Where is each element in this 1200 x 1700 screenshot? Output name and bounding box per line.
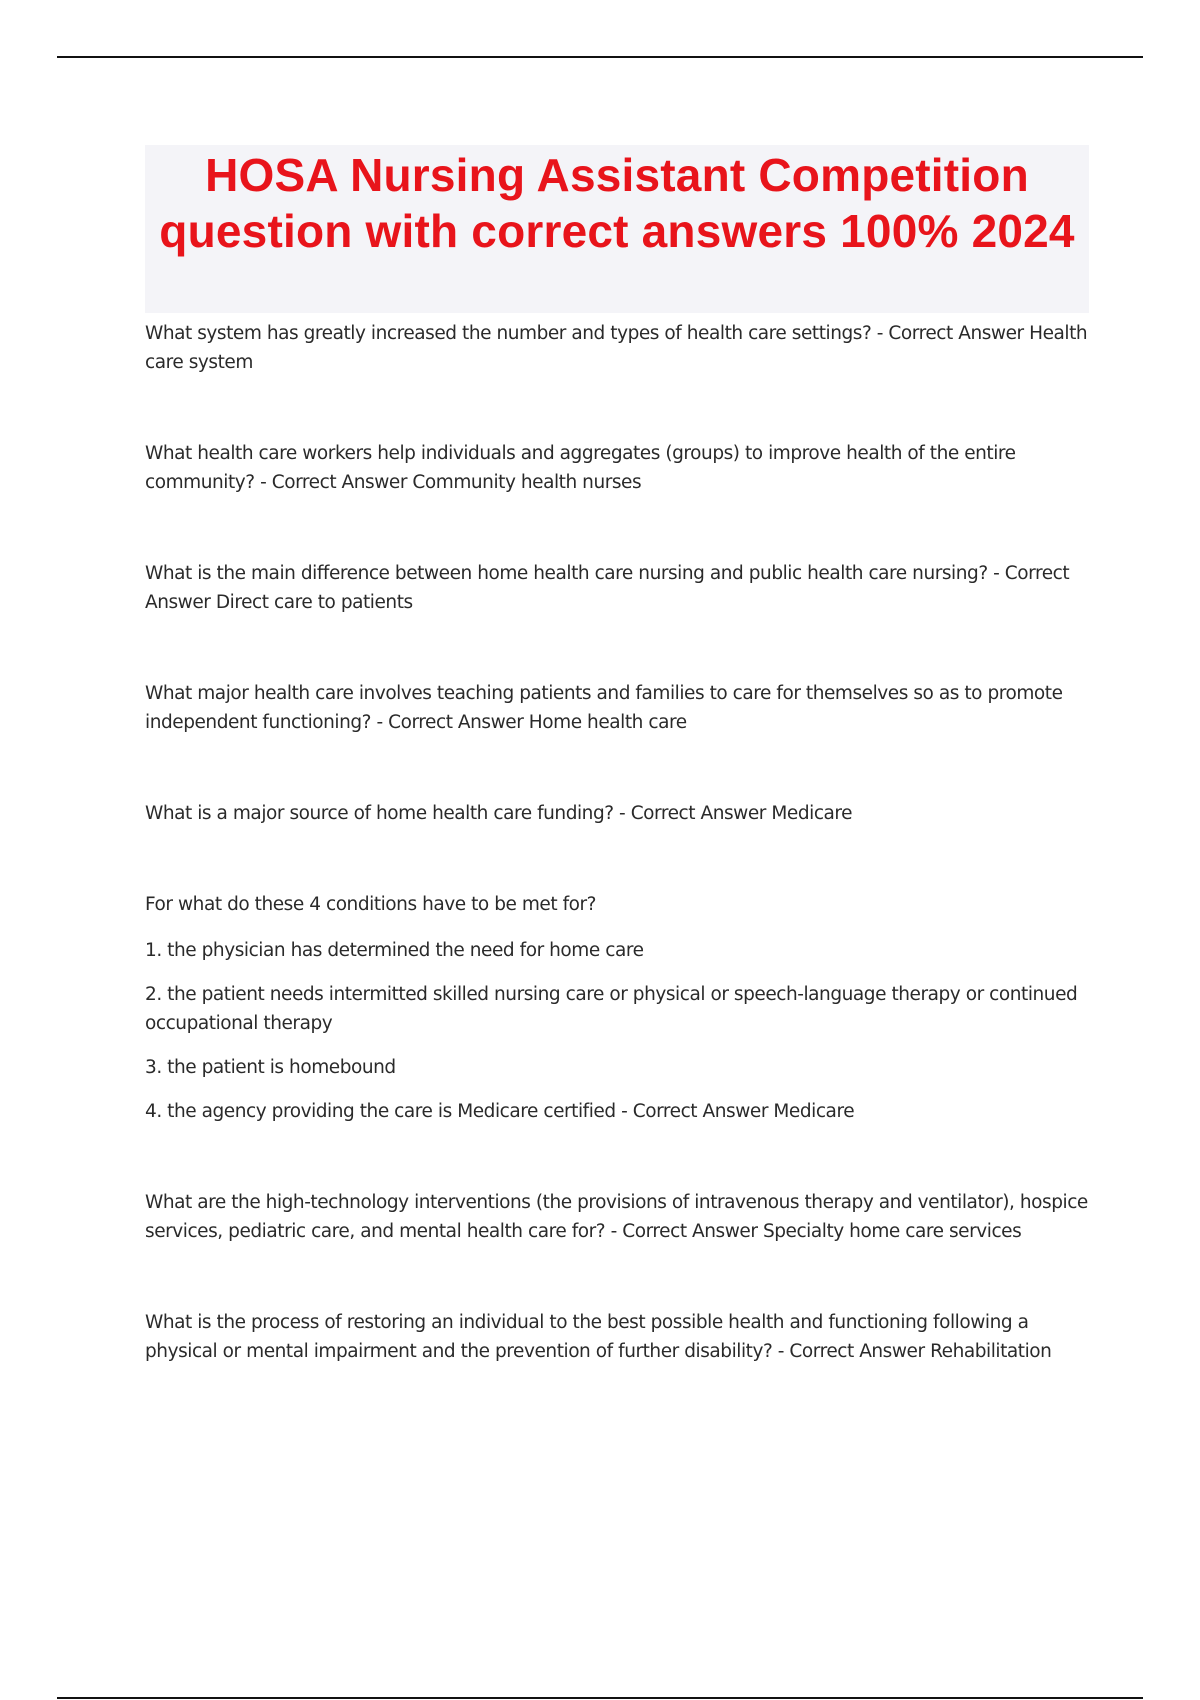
answer-text: Health care system [145, 323, 1088, 373]
qa-item [145, 1308, 1089, 1366]
answer-text: Direct care to patients [215, 592, 413, 613]
header-rule [57, 56, 1143, 58]
answer-separator: - Correct Answer [371, 712, 529, 733]
document-title: HOSA Nursing Assistant Competition question with correct answers 100% 2024 [159, 149, 1075, 257]
answer-separator: - Correct Answer [615, 1101, 774, 1122]
qa-item [145, 559, 1089, 617]
question-text: What system has greatly increased the number and types of health care settings? [145, 323, 872, 344]
question-text: What is the process of restoring an individual to the best possible health and functioning following a physical or mental impairment and the prevention of further disability? [145, 1312, 1029, 1362]
answer-text: Medicare [773, 1101, 855, 1122]
qa-text [145, 559, 1089, 617]
qa-text [145, 1188, 1089, 1246]
qa-text [145, 319, 1089, 377]
answer-text: Medicare [771, 803, 853, 824]
qa-text [145, 439, 1089, 497]
question-text: What is the main difference between home health care nursing and public health care nursing? [145, 563, 988, 584]
question-text: What is a major source of home health care funding? [145, 803, 614, 824]
qa-text [145, 679, 1089, 737]
answer-separator: - Correct Answer [772, 1341, 931, 1362]
answer-separator: - Correct Answer [145, 563, 1070, 613]
qa-item [145, 799, 1089, 828]
qa-item [145, 1188, 1089, 1246]
question-text: What are the high-technology interventions (the provisions of intravenous therapy and ventilator), hospice services, pediatric care, and mental health care for? [145, 1192, 1088, 1242]
document-page [145, 145, 1089, 1366]
qa-item [145, 679, 1089, 737]
answer-text: Home health care [528, 712, 687, 733]
answer-separator: - Correct Answer [605, 1221, 763, 1242]
conditions-intro: For what do these 4 conditions have to be met for? [145, 894, 597, 915]
condition-text: 4. the agency providing the care is Medicare certified [145, 1101, 616, 1122]
qa-item [145, 319, 1089, 377]
qa-list [145, 319, 1089, 1366]
title-banner [145, 145, 1089, 313]
footer-rule [57, 1697, 1143, 1699]
qa-text [145, 799, 1089, 828]
condition-item: 1. the physician has determined the need for home care [145, 940, 644, 961]
condition-item: 3. the patient is homebound [145, 1057, 396, 1078]
answer-separator: - Correct Answer [254, 472, 413, 493]
answer-text: Rehabilitation [930, 1341, 1052, 1362]
condition-item-last [145, 1097, 1089, 1126]
qa-text [145, 1308, 1089, 1366]
qa-item-conditions [145, 890, 1089, 1126]
answer-separator: - Correct Answer [871, 323, 1030, 344]
question-text: What major health care involves teaching patients and families to care for themselves so as to promote independent functioning? [145, 683, 1063, 733]
answer-text: Community health nurses [412, 472, 642, 493]
qa-item [145, 439, 1089, 497]
answer-separator: - Correct Answer [613, 803, 772, 824]
question-text: What health care workers help individuals and aggregates (groups) to improve health of the entire community? [145, 443, 1016, 493]
answer-text: Specialty home care services [762, 1221, 1022, 1242]
condition-item: 2. the patient needs intermitted skilled nursing care or physical or speech-language therapy or continued occupational therapy [145, 984, 1078, 1034]
